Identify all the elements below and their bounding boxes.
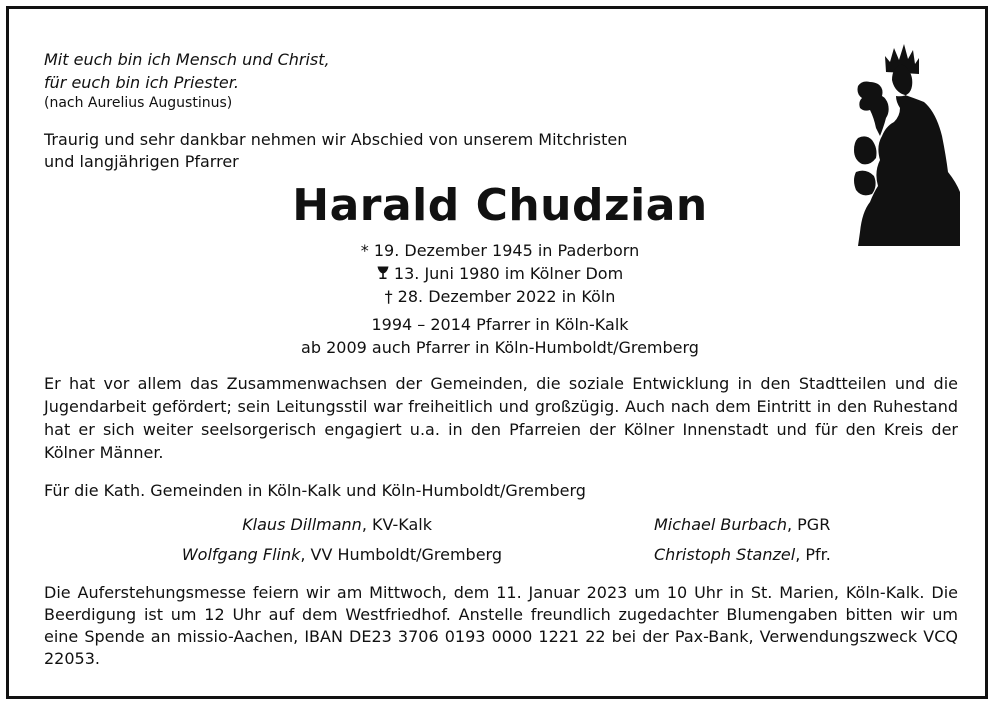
- chalice-icon: [377, 266, 389, 280]
- intro-line-1: Traurig und sehr dankbar nehmen wir Abschied von unserem Mitchristen: [44, 130, 628, 149]
- quote-line-2: für euch bin ich Priester.: [44, 73, 239, 92]
- signature-comma: ,: [361, 515, 372, 534]
- on-behalf-line: Für die Kath. Gemeinden in Köln-Kalk und Köln-Humboldt/Gremberg: [44, 481, 586, 500]
- signature-1: [242, 514, 432, 536]
- death-date: [385, 287, 616, 306]
- signature-comma: ,: [300, 545, 311, 564]
- signature-4: [654, 544, 831, 566]
- tribute-text: Er hat vor allem das Zusammenwachsen der Gemeinden, die soziale Entwicklung in den Stadtteilen und die Jugendarbeit gefördert; sein Leitungsstil war freiheitlich und großzügig. Auch nach dem Eintritt in den Ruhestand hat er sich weiter seelsorgerisch engagiert u.a. in den Pfarreien der Kölner Innenstadt und für den Kreis der Kölner Männer.: [44, 374, 958, 462]
- ordination-text: 13. Juni 1980 im Kölner Dom: [393, 264, 624, 283]
- cross-icon: †: [384, 287, 393, 306]
- signature-role: VV Humboldt/Gremberg: [310, 545, 502, 564]
- signature-2: [182, 544, 502, 566]
- quote: [44, 48, 330, 94]
- birth-date: * 19. Dezember 1945 in Paderborn: [360, 241, 640, 260]
- deceased-name: Harald Chudzian: [292, 180, 708, 231]
- signature-name: Christoph Stanzel: [654, 545, 796, 564]
- death-text: 28. Dezember 2022 in Köln: [397, 287, 616, 306]
- signature-name: Klaus Dillmann: [242, 515, 362, 534]
- career-line-1: 1994 – 2014 Pfarrer in Köln-Kalk: [371, 315, 629, 334]
- signature-role: KV-Kalk: [372, 515, 432, 534]
- signature-comma: ,: [795, 545, 806, 564]
- signature-name: Michael Burbach: [654, 515, 787, 534]
- signature-role: Pfr.: [805, 545, 831, 564]
- signature-role: PGR: [797, 515, 831, 534]
- intro-text: [44, 129, 627, 173]
- funeral-details: Die Auferstehungsmesse feiern wir am Mittwoch, dem 11. Januar 2023 um 10 Uhr in St. Marien, Köln-Kalk. Die Beerdigung ist um 12 Uhr auf dem Westfriedhof. Anstelle freundlich zugedachter Blumengaben bitten wir um eine Spende an missio-Aachen, IBAN DE23 3706 0193 0000 1221 22 bei der Pax-Bank, Verwendungszweck VCQ 22053.: [44, 583, 958, 668]
- signature-comma: ,: [786, 515, 798, 534]
- career-line-2: ab 2009 auch Pfarrer in Köln-Humboldt/Gremberg: [301, 338, 699, 357]
- life-dates: [0, 239, 1000, 308]
- signature-3: [654, 514, 830, 536]
- career: [0, 313, 1000, 359]
- quote-line-1: Mit euch bin ich Mensch und Christ,: [44, 50, 330, 69]
- quote-source: (nach Aurelius Augustinus): [44, 95, 233, 111]
- intro-line-2: und langjährigen Pfarrer: [44, 152, 239, 171]
- madonna-statue-silhouette-icon: [852, 42, 962, 246]
- signature-name: Wolfgang Flink: [181, 545, 301, 564]
- ordination-date: [377, 264, 623, 283]
